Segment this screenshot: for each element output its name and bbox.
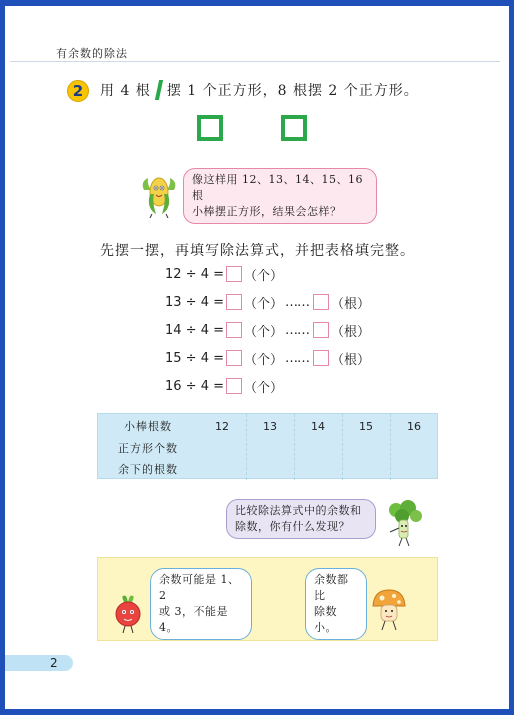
- question-number-badge: 2: [67, 80, 89, 102]
- unit-label: （个）: [244, 380, 284, 396]
- table-cell: 16: [407, 419, 421, 433]
- speech-bubble-question: [183, 168, 377, 224]
- stick-icon: [155, 80, 163, 100]
- square-figure-1: [197, 115, 223, 141]
- row-header: 余下的根数: [118, 463, 178, 476]
- frame-left-border: [0, 0, 5, 715]
- quotient-answer-box[interactable]: [226, 294, 242, 310]
- equation-row: [165, 292, 370, 312]
- row-header: 正方形个数: [118, 442, 178, 455]
- equation-lhs: 15 ÷ 4 =: [165, 350, 224, 366]
- remainder-dots: ……: [285, 322, 310, 338]
- square-figure-2: [281, 115, 307, 141]
- broccoli-mascot-icon: [382, 500, 424, 548]
- remainder-dots: ……: [285, 294, 310, 310]
- equation-row: [165, 348, 370, 368]
- frame-right-border: [509, 0, 514, 715]
- equation-lhs: 16 ÷ 4 =: [165, 378, 224, 394]
- speech-bubble-remainder-values: [150, 568, 252, 640]
- bubble-line: 除数，你有什么发现？: [235, 520, 350, 533]
- unit-label: （个）: [244, 268, 284, 284]
- remainder-answer-box[interactable]: [313, 294, 329, 310]
- bubble-line: 余数都比: [314, 573, 349, 602]
- instruction-text: 先摆一摆，再填写除法算式，并把表格填完整。: [100, 243, 415, 259]
- quotient-answer-box[interactable]: [226, 378, 242, 394]
- remainder-answer-box[interactable]: [313, 322, 329, 338]
- row-header: 小棒根数: [124, 420, 172, 433]
- page-number: 2: [50, 656, 58, 670]
- equation-row: [165, 264, 283, 284]
- radish-mascot-icon: [110, 594, 146, 634]
- remainder-dots: ……: [285, 350, 310, 366]
- table-cell: 14: [311, 419, 325, 433]
- remainder-answer-box[interactable]: [313, 350, 329, 366]
- bubble-line: 像这样用 12、13、14、15、16 根: [192, 173, 363, 202]
- unit-label: （根）: [331, 324, 371, 340]
- frame-bottom-border: [0, 709, 514, 715]
- unit-label: （个）: [244, 296, 284, 312]
- header-divider: [10, 61, 500, 62]
- bubble-line: 余数可能是 1、2: [159, 573, 240, 602]
- table-row: [98, 437, 439, 459]
- frame-top-border: [0, 0, 514, 6]
- table-cell: 13: [263, 419, 277, 433]
- equation-lhs: 12 ÷ 4 =: [165, 266, 224, 282]
- table-row: [98, 458, 439, 480]
- speech-bubble-remainder-smaller: [305, 568, 367, 640]
- unit-label: （根）: [331, 296, 371, 312]
- unit-label: （个）: [244, 324, 284, 340]
- equation-row: [165, 320, 370, 340]
- corn-mascot-icon: [138, 170, 180, 218]
- unit-label: （个）: [244, 352, 284, 368]
- section-title: 有余数的除法: [56, 47, 128, 60]
- table-cell: 15: [359, 419, 373, 433]
- equation-lhs: 13 ÷ 4 =: [165, 294, 224, 310]
- quotient-answer-box[interactable]: [226, 322, 242, 338]
- bubble-line: 或 3，不能是 4。: [159, 605, 228, 634]
- speech-bubble-compare: [226, 499, 376, 539]
- question-text-before: 用 4 根: [100, 83, 151, 99]
- bubble-line: 小棒摆正方形，结果会怎样？: [192, 205, 342, 218]
- page-number-tab: [5, 655, 73, 671]
- data-table: [97, 413, 438, 479]
- question-text-after: 摆 1 个正方形，8 根摆 2 个正方形。: [166, 83, 419, 99]
- quotient-answer-box[interactable]: [226, 266, 242, 282]
- table-row: [98, 415, 439, 437]
- table-cell: 12: [215, 419, 229, 433]
- bubble-line: 比较除法算式中的余数和: [235, 504, 362, 517]
- question-text: [100, 80, 419, 100]
- equation-row: [165, 376, 283, 396]
- unit-label: （根）: [331, 352, 371, 368]
- bubble-line: 除数小。: [314, 605, 337, 634]
- mushroom-mascot-icon: [370, 588, 408, 632]
- quotient-answer-box[interactable]: [226, 350, 242, 366]
- equation-lhs: 14 ÷ 4 =: [165, 322, 224, 338]
